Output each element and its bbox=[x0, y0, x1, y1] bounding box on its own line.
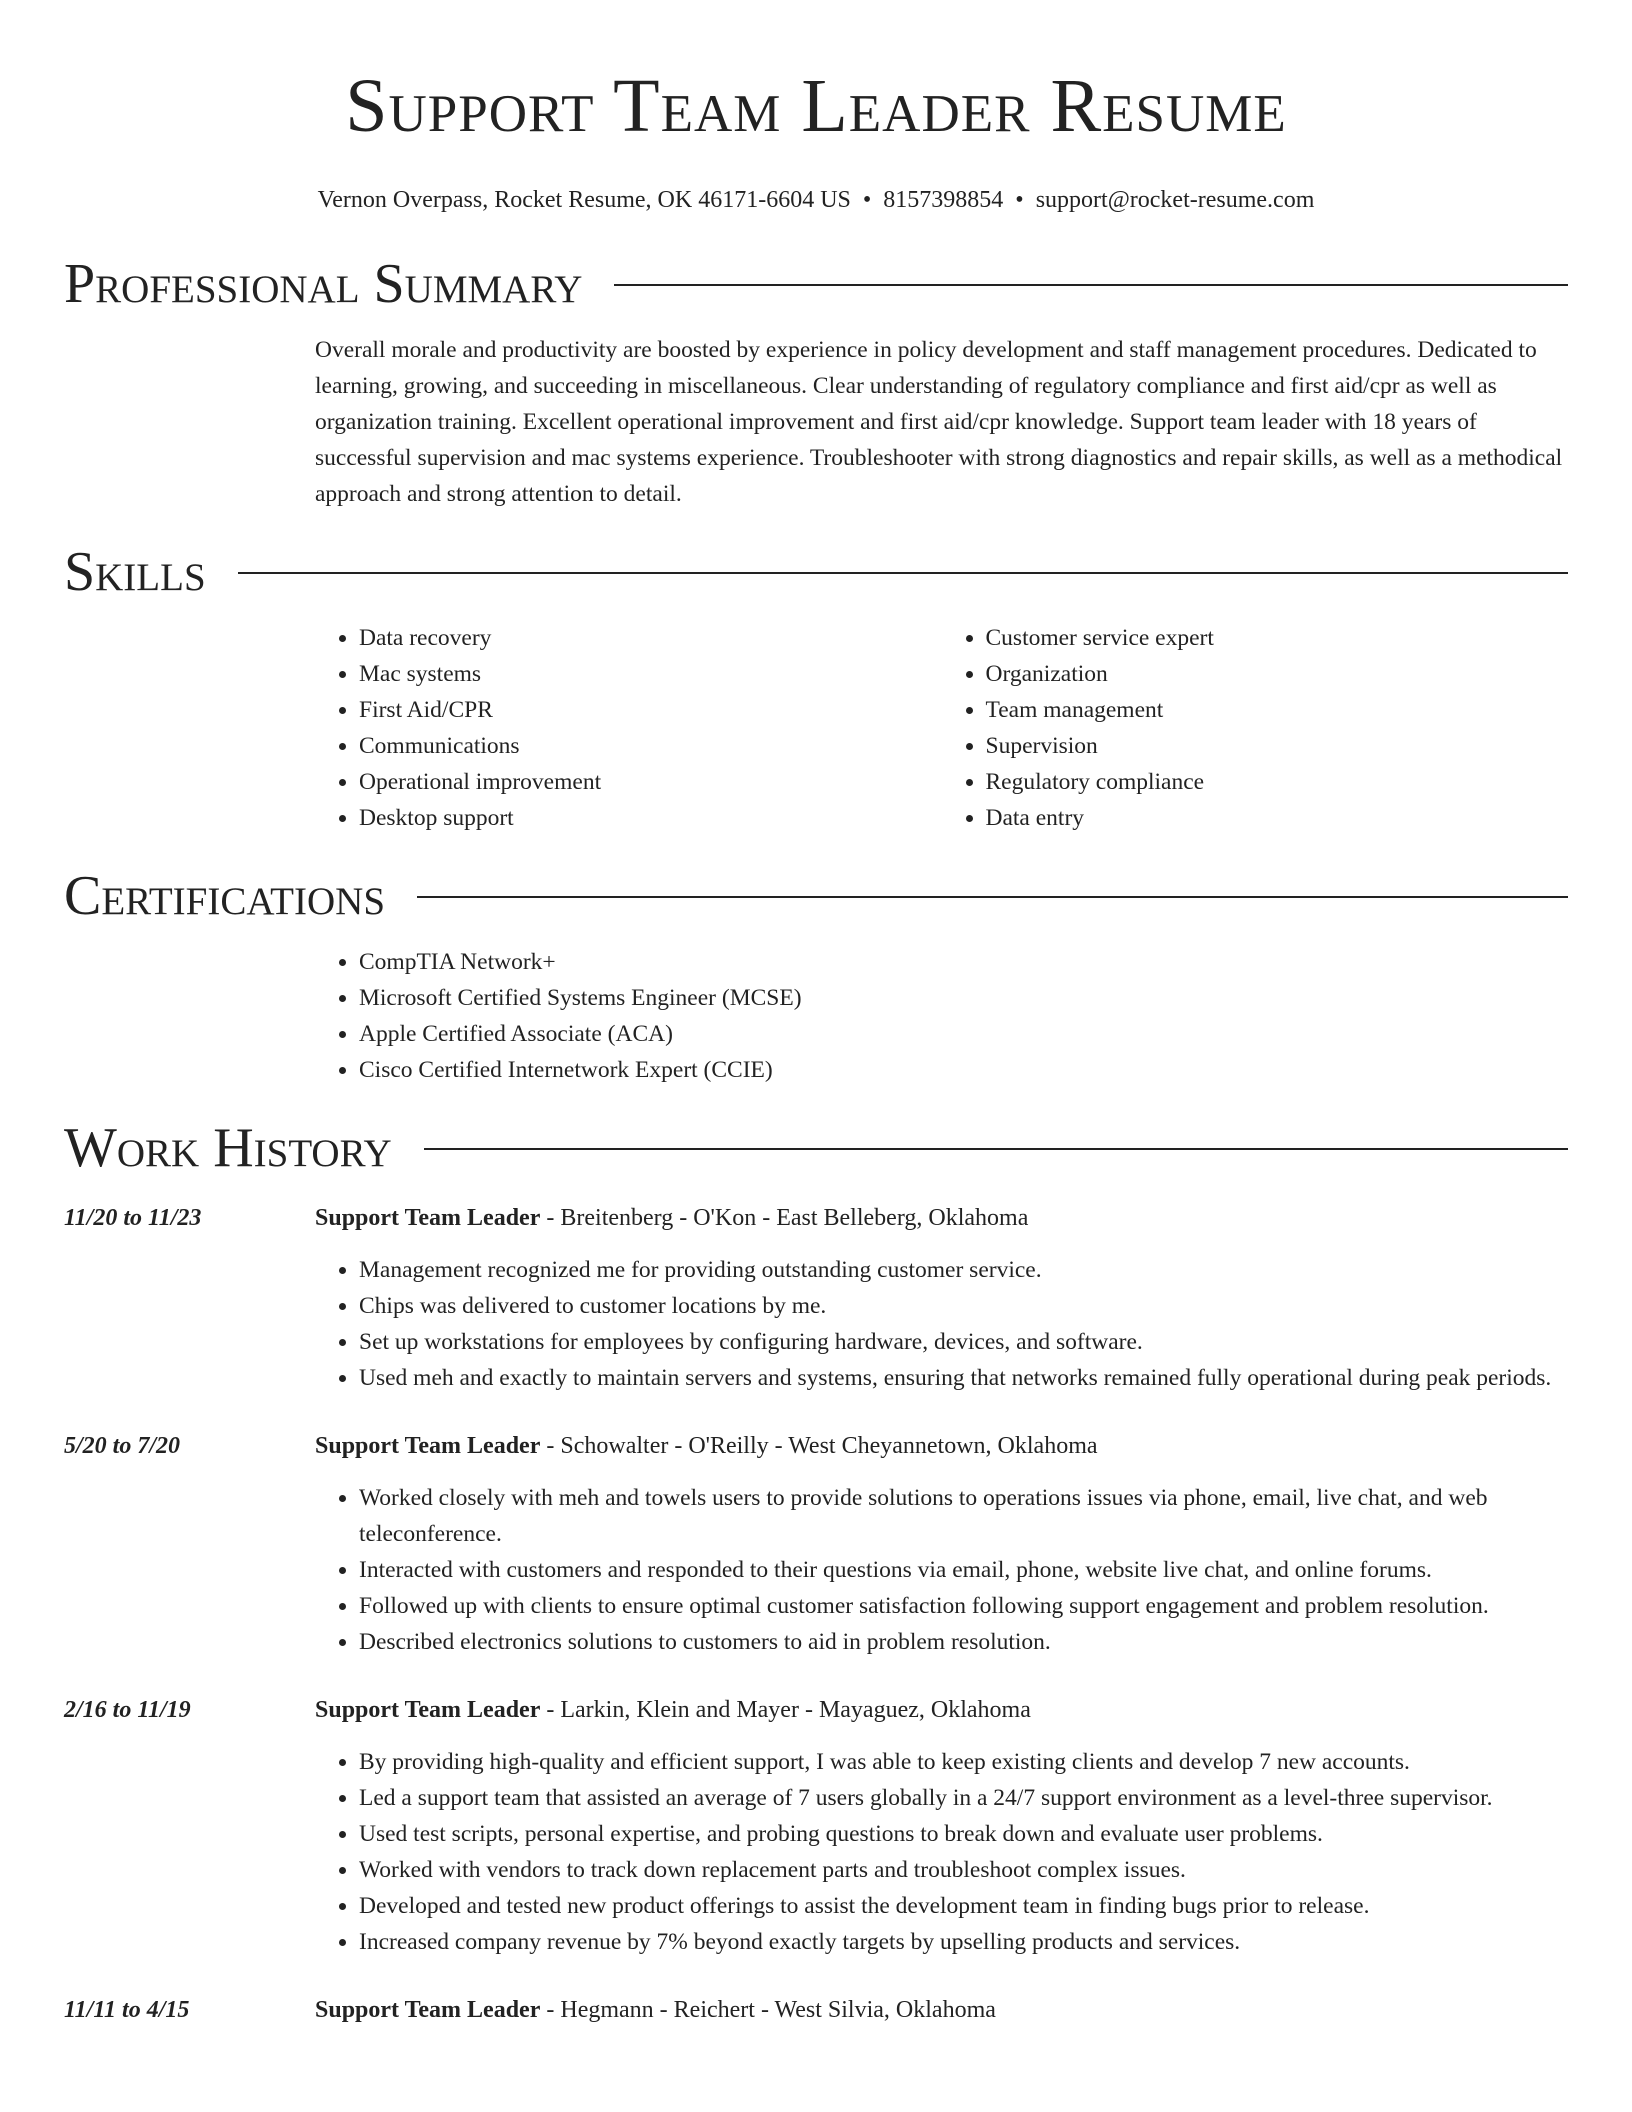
work-entry-details bbox=[315, 1692, 1568, 1960]
skill-item: • Organization bbox=[986, 656, 1569, 692]
work-entry bbox=[64, 1692, 1568, 1960]
resume-page bbox=[64, 0, 1568, 2028]
section-divider bbox=[424, 1148, 1568, 1150]
job-duty: • Worked closely with meh and towels users to provide solutions to operations issues via phone, email, live chat, and web teleconference. bbox=[359, 1480, 1568, 1552]
certification-item: • CompTIA Network+ bbox=[359, 944, 1568, 980]
job-duty: • Worked with vendors to track down replacement parts and troubleshoot complex issues. bbox=[359, 1852, 1568, 1888]
job-title: Support Team Leader bbox=[315, 1433, 541, 1459]
job-duty: • Interacted with customers and responded to their questions via email, phone, website live chat, and online forums. bbox=[359, 1552, 1568, 1588]
skills-section-header bbox=[64, 538, 1568, 606]
work-entry-details bbox=[315, 1428, 1568, 1660]
work-entry-dates: 5/20 to 7/20 bbox=[64, 1433, 181, 1459]
work-entry bbox=[64, 1428, 1568, 1660]
job-duty: • Followed up with clients to ensure optimal customer satisfaction following support engagement and problem resolution. bbox=[359, 1588, 1568, 1624]
section-title-certifications: Certifications bbox=[64, 865, 386, 927]
contact-phone: 8157398854 bbox=[883, 187, 1004, 213]
skill-item: • Mac systems bbox=[359, 656, 942, 692]
summary-paragraph: Overall morale and productivity are boosted by experience in policy development and staff management procedures. Dedicated to learning, growing, and succeeding in miscellaneous. Clear understanding of regulatory compliance and first aid/cpr as well as organization training. Excellent operational improvement and first aid/cpr knowledge. Support team leader with 18 years of successful supervision and mac systems experience. Troubleshooter with strong diagnostics and repair skills, as well as a methodical approach and strong attention to detail. bbox=[315, 337, 1563, 507]
section-title-work-history: Work History bbox=[64, 1117, 392, 1179]
job-duties-list bbox=[315, 1744, 1568, 1960]
work-entry-details bbox=[315, 1200, 1568, 1396]
section-divider bbox=[238, 572, 1568, 574]
job-employer-location: - Breitenberg - O'Kon - East Belleberg, Oklahoma bbox=[540, 1205, 1029, 1231]
job-duty: • By providing high-quality and efficient support, I was able to keep existing clients and develop 7 new accounts. bbox=[359, 1744, 1568, 1780]
skill-item: • Team management bbox=[986, 692, 1569, 728]
skills-list-right bbox=[942, 620, 1569, 836]
job-duties-list bbox=[315, 1252, 1568, 1396]
work-entry-header bbox=[315, 1692, 1568, 1728]
section-divider bbox=[614, 284, 1568, 286]
work-history-section-header bbox=[64, 1114, 1568, 1182]
job-duty: • Used test scripts, personal expertise, and probing questions to break down and evaluate user problems. bbox=[359, 1816, 1568, 1852]
skill-item: • Operational improvement bbox=[359, 764, 942, 800]
contact-line bbox=[64, 184, 1568, 216]
contact-separator: • bbox=[862, 187, 872, 213]
job-duty: • Developed and tested new product offerings to assist the development team in finding bugs prior to release. bbox=[359, 1888, 1568, 1924]
section-title-skills: Skills bbox=[64, 541, 206, 603]
job-duty: • Described electronics solutions to customers to aid in problem resolution. bbox=[359, 1624, 1568, 1660]
skills-list-left bbox=[315, 620, 942, 836]
job-duty: • Used meh and exactly to maintain servers and systems, ensuring that networks remained fully operational during peak periods. bbox=[359, 1360, 1568, 1396]
summary-section-body bbox=[315, 332, 1568, 512]
certification-item: • Apple Certified Associate (ACA) bbox=[359, 1016, 1568, 1052]
job-duty: • Chips was delivered to customer locations by me. bbox=[359, 1288, 1568, 1324]
work-entry bbox=[64, 1200, 1568, 1396]
certifications-section-header bbox=[64, 862, 1568, 930]
section-title-summary: Professional Summary bbox=[64, 253, 583, 315]
job-duty: • Set up workstations for employees by configuring hardware, devices, and software. bbox=[359, 1324, 1568, 1360]
certifications-list bbox=[315, 944, 1568, 1088]
work-entry bbox=[64, 1992, 1568, 2028]
work-entry-header bbox=[315, 1200, 1568, 1236]
job-duty: • Management recognized me for providing outstanding customer service. bbox=[359, 1252, 1568, 1288]
summary-section-header bbox=[64, 250, 1568, 318]
job-employer-location: - Schowalter - O'Reilly - West Cheyannetown, Oklahoma bbox=[540, 1433, 1098, 1459]
work-entry-details bbox=[315, 1992, 1568, 2028]
job-title: Support Team Leader bbox=[315, 1697, 541, 1723]
resume-title: Support Team Leader Resume bbox=[345, 64, 1287, 148]
work-entry-dates: 11/11 to 4/15 bbox=[64, 1997, 190, 2023]
job-duty: • Increased company revenue by 7% beyond exactly targets by upselling products and services. bbox=[359, 1924, 1568, 1960]
skill-item: • Data entry bbox=[986, 800, 1569, 836]
contact-separator: • bbox=[1015, 187, 1024, 213]
job-employer-location: - Hegmann - Reichert - West Silvia, Oklahoma bbox=[540, 1997, 996, 2023]
work-entry-dates: 11/20 to 11/23 bbox=[64, 1205, 202, 1231]
section-divider bbox=[417, 896, 1568, 898]
certifications-section-body bbox=[315, 944, 1568, 1088]
work-entry-dates: 2/16 to 11/19 bbox=[64, 1697, 191, 1723]
skill-item: • Data recovery bbox=[359, 620, 942, 656]
job-duty: • Led a support team that assisted an average of 7 users globally in a 24/7 support environment as a level-three supervisor. bbox=[359, 1780, 1568, 1816]
work-entry-header bbox=[315, 1428, 1568, 1464]
job-title: Support Team Leader bbox=[315, 1997, 541, 2023]
skill-item: • Customer service expert bbox=[986, 620, 1569, 656]
contact-email: support@rocket-resume.com bbox=[1035, 187, 1315, 213]
skill-item: • First Aid/CPR bbox=[359, 692, 942, 728]
skills-section-body bbox=[315, 620, 1568, 836]
contact-address: Vernon Overpass, Rocket Resume, OK 46171-6604 US bbox=[317, 187, 851, 213]
job-title: Support Team Leader bbox=[315, 1205, 541, 1231]
skills-columns bbox=[315, 620, 1568, 836]
certification-item: • Microsoft Certified Systems Engineer (MCSE) bbox=[359, 980, 1568, 1016]
skill-item: • Regulatory compliance bbox=[986, 764, 1569, 800]
skill-item: • Desktop support bbox=[359, 800, 942, 836]
job-duties-list bbox=[315, 1480, 1568, 1660]
skill-item: • Communications bbox=[359, 728, 942, 764]
work-entry-header bbox=[315, 1992, 1568, 2028]
skill-item: • Supervision bbox=[986, 728, 1569, 764]
job-employer-location: - Larkin, Klein and Mayer - Mayaguez, Oklahoma bbox=[540, 1697, 1031, 1723]
certification-item: • Cisco Certified Internetwork Expert (CCIE) bbox=[359, 1052, 1568, 1088]
